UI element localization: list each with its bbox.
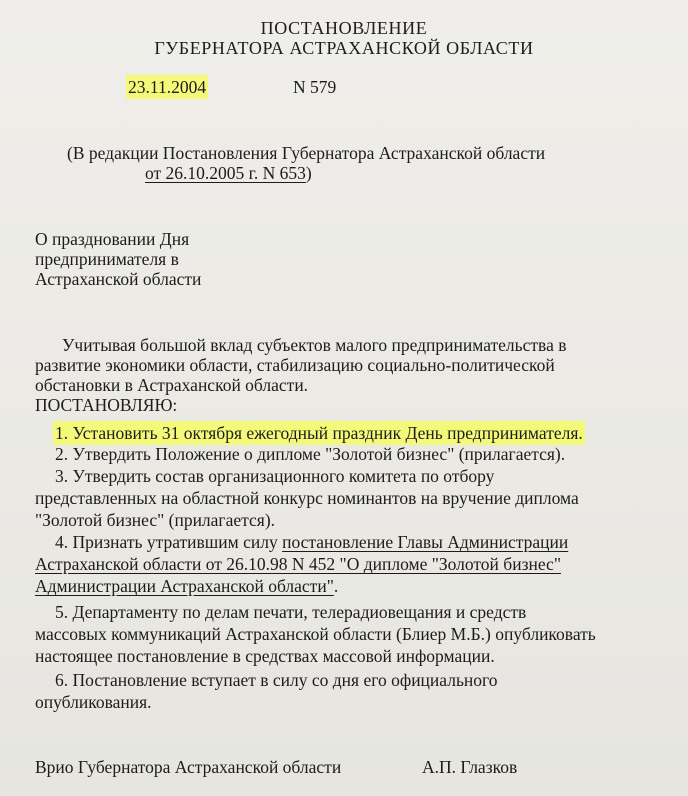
item-2: 2. Утвердить Положение о дипломе "Золотой бизнес" (прилагается). <box>55 444 566 464</box>
item-5-line-1: 5. Департаменту по делам печати, телерадиовещания и средств <box>55 602 527 622</box>
signature-name: А.П. Глазков <box>422 757 518 777</box>
item-4-text: 4. Признать утратившим силу <box>55 532 278 552</box>
edition-line-2 <box>145 163 312 183</box>
item-4-line-1 <box>55 532 568 552</box>
item-4-line-3 <box>35 576 338 596</box>
item-6-line-1: 6. Постановление вступает в силу со дня его официального <box>55 670 498 690</box>
edition-link[interactable]: от 26.10.2005 г. N 653 <box>145 163 306 183</box>
item-1-highlight: 1. Установить 31 октября ежегодный праздник День предпринимателя. <box>55 423 583 443</box>
item-4-link-part-2[interactable]: Астраханской области от 26.10.98 N 452 "О дипломе "Золотой бизнес" <box>35 554 561 574</box>
item-5-line-2: массовых коммуникаций Астраханской области (Блиер М.Б.) опубликовать <box>35 624 596 644</box>
item-4-link-part-3[interactable]: Администрации Астраханской области" <box>35 576 334 596</box>
preamble-line-1: Учитывая большой вклад субъектов малого предпринимательства в <box>62 335 567 355</box>
item-5-line-3: настоящее постановление в средствах массовой информации. <box>35 646 495 666</box>
title-line-2: ГУБЕРНАТОРА АСТРАХАНСКОЙ ОБЛАСТИ <box>154 38 534 58</box>
preamble-line-2: развитие экономики области, стабилизацию социально-политической <box>35 355 555 375</box>
preamble-line-3: обстановки в Астраханской области. <box>35 375 309 395</box>
subject-line-1: О праздновании Дня <box>35 229 190 249</box>
document-number: N 579 <box>293 77 337 97</box>
item-6-line-2: опубликования. <box>35 692 152 712</box>
decree-word: ПОСТАНОВЛЯЮ: <box>35 395 178 415</box>
signature-position: Врио Губернатора Астраханской области <box>35 757 342 777</box>
date-highlight: 23.11.2004 <box>128 77 207 97</box>
item-3-line-1: 3. Утвердить состав организационного комитета по отбору <box>55 466 495 486</box>
title-line-1: ПОСТАНОВЛЕНИЕ <box>260 18 428 38</box>
item-1 <box>55 423 583 443</box>
subject-line-2: предпринимателя в <box>35 249 179 269</box>
item-3-line-3: "Золотой бизнес" (прилагается). <box>35 510 276 530</box>
item-3-line-2: представленных на областной конкурс номинантов на вручение диплома <box>35 488 579 508</box>
edition-paren: ) <box>305 163 312 183</box>
item-4-period: . <box>333 576 339 596</box>
document-date <box>128 77 206 97</box>
subject-line-3: Астраханской области <box>35 269 202 289</box>
edition-line-1: (В редакции Постановления Губернатора Астраханской области <box>67 143 546 163</box>
item-4-link-part-1[interactable]: постановление Главы Администрации <box>282 532 569 552</box>
